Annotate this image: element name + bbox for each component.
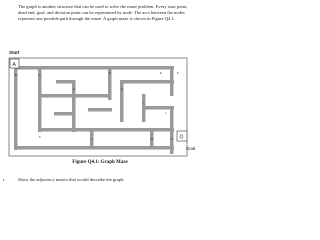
maze-wall <box>120 80 124 122</box>
node-k-label: K <box>39 136 41 139</box>
node-l-label: L <box>91 138 93 141</box>
node-i-label: I <box>143 102 144 105</box>
question-text: Show the adjacency matrix that would describe the graph. <box>18 177 125 182</box>
maze-wall <box>142 106 174 110</box>
maze-wall <box>56 80 74 84</box>
maze-wall <box>88 108 112 112</box>
node-g-label: G <box>73 88 76 91</box>
intro-paragraph: The graph is another structure that can be used to solve the maze problem. Every start point, dead end, goal, and decision point can be represented by node. The arcs between the nodes represent one possible path through the maze. A graph maze is shown in Figure Q4.1. <box>18 4 188 22</box>
node-n-label: N <box>171 138 173 141</box>
node-f-label: F <box>177 72 179 75</box>
maze-walls <box>14 66 174 154</box>
node-o-label: O <box>179 134 184 141</box>
maze-wall <box>120 80 174 84</box>
node-h-label: H <box>121 88 123 91</box>
maze-wall <box>38 128 174 132</box>
node-b-label: B <box>15 74 17 77</box>
start-label: Start <box>9 50 20 55</box>
figure-caption: Figure Q4.1: Graph Maze <box>72 160 128 165</box>
node-j-label: J <box>165 112 167 115</box>
node-d-label: D <box>109 72 111 75</box>
goal-label: Goal <box>186 146 196 151</box>
node-c-label: C <box>39 74 41 77</box>
node-e-label: E <box>160 72 162 75</box>
node-m-label: M <box>151 138 154 141</box>
node-a-label: A <box>12 62 16 68</box>
maze-wall <box>14 66 18 150</box>
maze-wall <box>54 112 72 116</box>
question-number: i. <box>3 177 6 182</box>
